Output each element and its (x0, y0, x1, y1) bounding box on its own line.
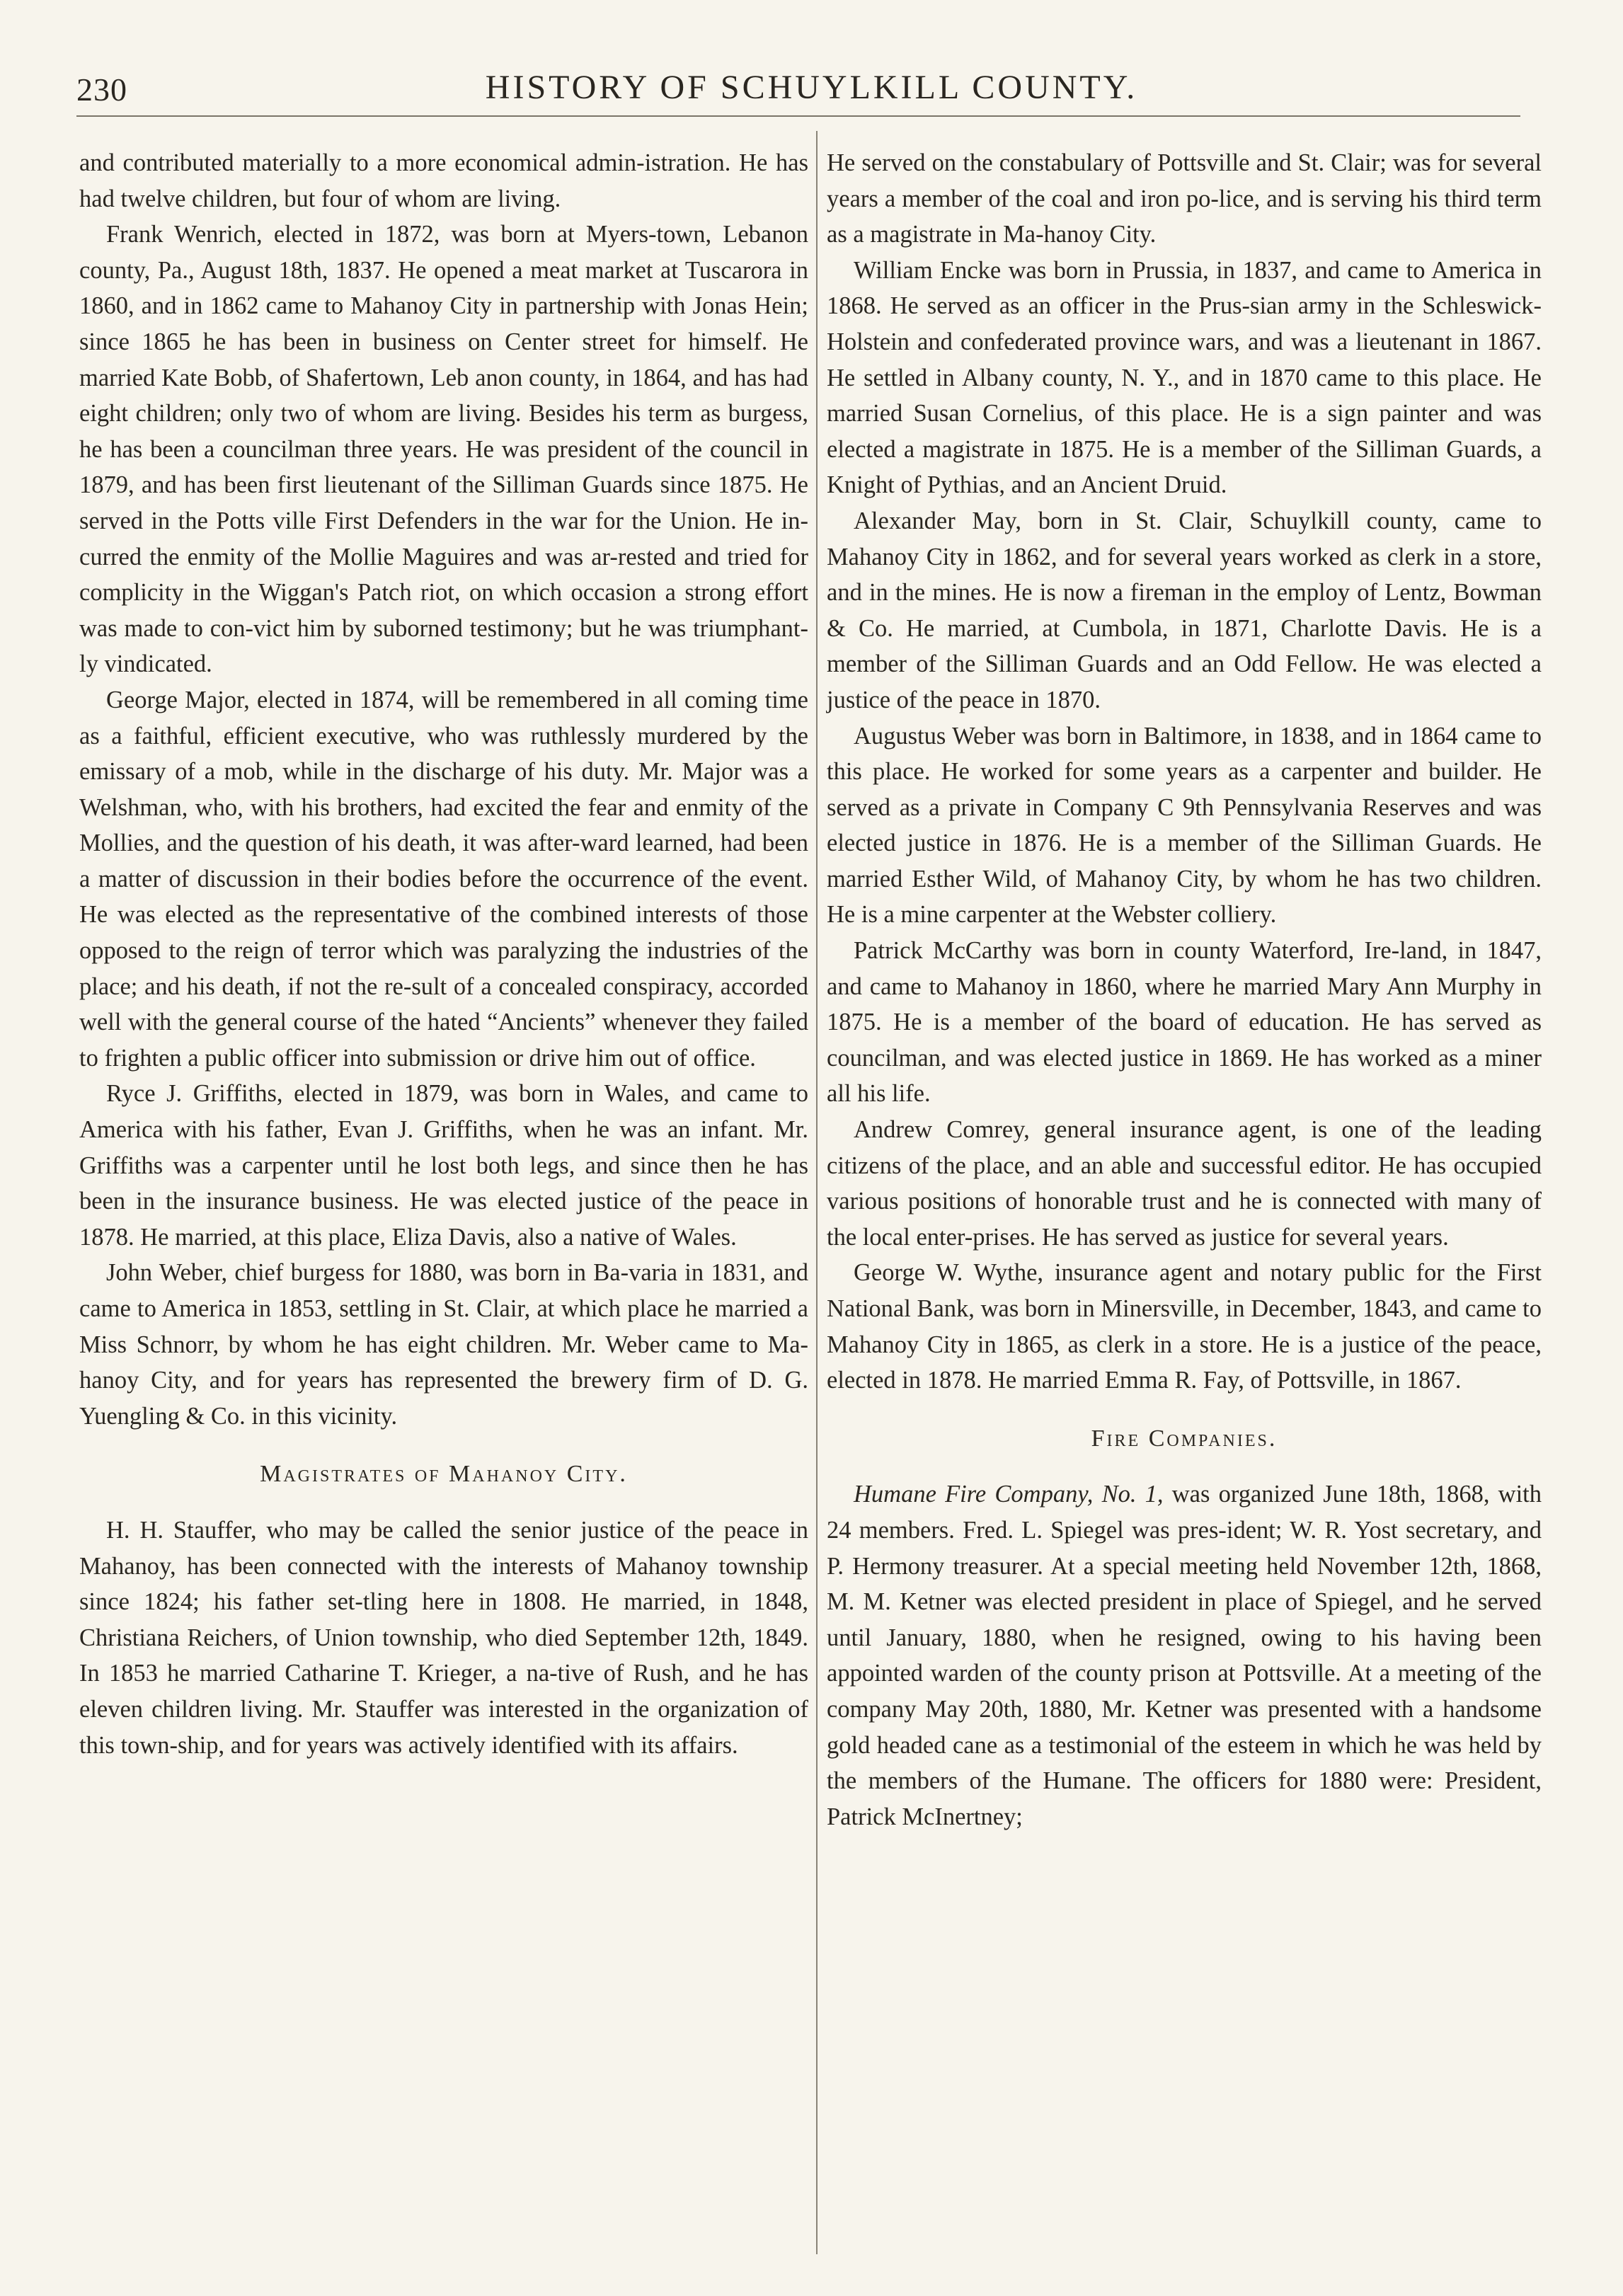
paragraph-continuation: and contributed materially to a more economical admin-istration. He has had twelve children, but four of whom are living. (79, 149, 808, 212)
paragraph-ryce-griffiths: Ryce J. Griffiths, elected in 1879, was born in Wales, and came to America with his father, Evan J. Griffiths, when he was an infant. Mr. Griffiths was a carpenter until he lost both legs, and since then he has been in the insurance business. He was elected justice of the peace in 1878. He married, at this place, Eliza Davis, also a native of Wales. (79, 1080, 808, 1251)
humane-company-text: was organized June 18th, 1868, with 24 members. Fred. L. Spiegel was pres-ident; W. R. Yost secretary, and P. Hermony treasurer. At a special meeting held November 12th, 1868, M. M. Ketner was elected president in place of Spiegel, and he served until January, 1880, when he resigned, owing to his having been appointed warden of the county prison at Pottsville. At a meeting of the company May 20th, 1880, Mr. Ketner was presented with a handsome gold headed cane as a testimonial of the esteem in which he was held by the members of the Humane. The officers for 1880 were: President, Patrick McInertney; (827, 1481, 1542, 1830)
header-rule (76, 115, 1520, 117)
page-number: 230 (76, 71, 127, 108)
paragraph-hh-stauffer: H. H. Stauffer, who may be called the senior justice of the peace in Mahanoy, has been connected with the interests of Mahanoy township since 1824; his father set-tling here in 1808. He married, in 1848, Christiana Reichers, of Union township, who died September 12th, 1849. In 1853 he married Catharine T. Krieger, a na-tive of Rush, and he has eleven children living. Mr. Stauffer was interested in the organization of this town-ship, and for years was actively identified with its affairs. (79, 1516, 808, 1759)
humane-company-name: Humane Fire Company, No. 1, (854, 1481, 1164, 1508)
paragraph-patrick-mccarthy: Patrick McCarthy was born in county Waterford, Ire-land, in 1847, and came to Mahanoy in 1860, where he married Mary Ann Murphy in 1875. He is a member of the board of education. He has served as councilman, and was elected justice in 1869. He has worked as a miner all his life. (827, 937, 1542, 1108)
running-head-title: HISTORY OF SCHUYLKILL COUNTY. (485, 69, 1138, 106)
section-heading-fire-companies: Fire Companies. (1091, 1425, 1278, 1452)
paragraph-john-weber: John Weber, chief burgess for 1880, was born in Ba-varia in 1831, and came to America in 1853, settling in St. Clair, at which place he married a Miss Schnorr, by whom he has eight children. Mr. Weber came to Ma-hanoy City, and for years has represented the brewery firm of D. G. Yuengling & Co. in this vicinity. (79, 1259, 808, 1430)
paragraph-frank-wenrich: Frank Wenrich, elected in 1872, was born at Myers-town, Lebanon county, Pa., August 18th, 1837. He opened a meat market at Tuscarora in 1860, and in 1862 came to Mahanoy City in partnership with Jonas Hein; since 1865 he has been in business on Center street for himself. He married Kate Bobb, of Shafertown, Leb anon county, in 1864, and has had eight children; only two of whom are living. Besides his term as burgess, he has been a councilman three years. He was president of the council in 1879, and has been first lieutenant of the Silliman Guards since 1875. He served in the Potts ville First Defenders in the war for the Union. He in-curred the enmity of the Mollie Maguires and was ar-rested and tried for complicity in the Wiggan's Patch riot, on which occasion a strong effort was made to con-vict him by suborned testimony; but he was triumphant-ly vindicated. (79, 221, 808, 678)
column-divider (816, 131, 818, 2254)
left-column (79, 145, 808, 1763)
paragraph-alexander-may: Alexander May, born in St. Clair, Schuylkill county, came to Mahanoy City in 1862, and for several years worked as clerk in a store, and in the mines. He is now a fireman in the employ of Lentz, Bowman & Co. He married, at Cumbola, in 1871, Charlotte Davis. He is a member of the Silliman Guards and an Odd Fellow. He was elected a justice of the peace in 1870. (827, 507, 1542, 713)
paragraph-william-encke: William Encke was born in Prussia, in 1837, and came to America in 1868. He served as an officer in the Prus-sian army in the Schleswick-Holstein and confederated province wars, and was a lieutenant in 1867. He settled in Albany county, N. Y., and in 1870 came to this place. He married Susan Cornelius, of this place. He is a sign painter and was elected a magistrate in 1875. He is a member of the Silliman Guards, a Knight of Pythias, and an Ancient Druid. (827, 256, 1542, 499)
paragraph-george-major: George Major, elected in 1874, will be remembered in all coming time as a faithful, efficient executive, who was ruthlessly murdered by the emissary of a mob, while in the discharge of his duty. Mr. Major was a Welshman, who, with his brothers, had excited the fear and enmity of the Mollies, and the question of his death, it was after-ward learned, had been a matter of discussion in their bodies before the occurrence of the event. He was elected as the representative of the combined interests of those opposed to the reign of terror which was paralyzing the industries of the place; and his death, if not the re-sult of a concealed conspiracy, accorded well with the general course of the hated “Ancients” whenever they failed to frighten a public officer into submission or drive him out of office. (79, 686, 808, 1072)
section-heading-magistrates: Magistrates of Mahanoy City. (260, 1461, 628, 1488)
paragraph-continuation-right: He served on the constabulary of Pottsville and St. Clair; was for several years a member of the coal and iron po-lice, and is serving his third term as a magistrate in Ma-hanoy City. (827, 149, 1542, 248)
right-column (827, 145, 1542, 1835)
paragraph-george-wythe: George W. Wythe, insurance agent and notary public for the First National Bank, was born in Minersville, in December, 1843, and came to Mahanoy City in 1865, as clerk in a store. He is a justice of the peace, elected in 1878. He married Emma R. Fay, of Pottsville, in 1867. (827, 1259, 1542, 1394)
paragraph-augustus-weber: Augustus Weber was born in Baltimore, in 1838, and in 1864 came to this place. He worked for some years as a carpenter and builder. He served as a private in Company C 9th Pennsylvania Reserves and was elected justice in 1876. He is a member of the Silliman Guards. He married Esther Wild, of Mahanoy City, by whom he has two children. He is a mine carpenter at the Webster colliery. (827, 722, 1542, 929)
paragraph-humane-fire-company (827, 1476, 1542, 1835)
paragraph-andrew-comrey: Andrew Comrey, general insurance agent, is one of the leading citizens of the place, and an able and successful editor. He has occupied various positions of honorable trust and he is connected with many of the local enter-prises. He has served as justice for several years. (827, 1116, 1542, 1251)
